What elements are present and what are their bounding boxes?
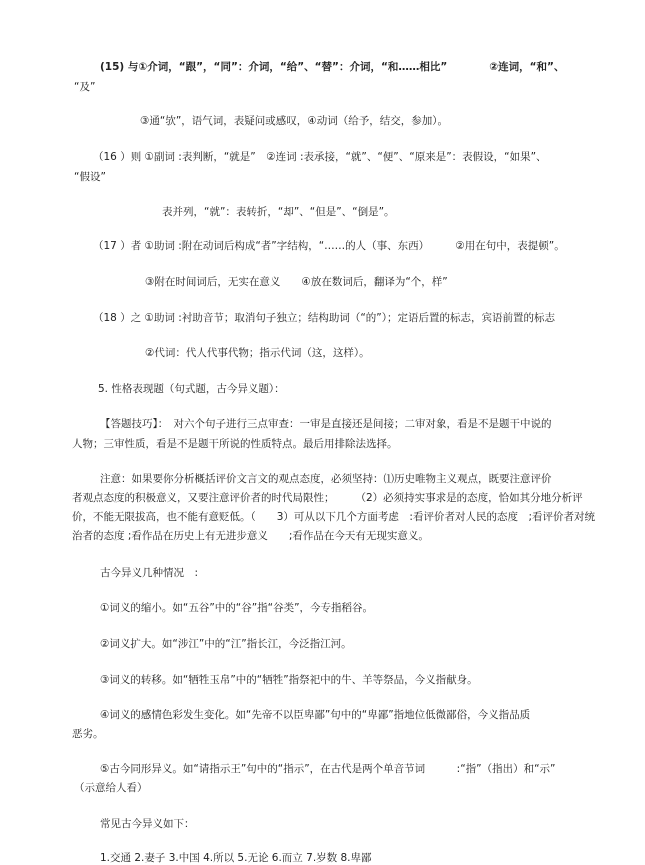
common-list: 1.交通 2.妻子 3.中国 4.所以 5.无论 6.而立 7.岁数 8.卑鄙	[100, 852, 372, 864]
gujin-item-1: ①词义的缩小。如“五谷”中的“谷”指“谷类”，今专指稻谷。	[100, 602, 374, 614]
item-18-line2: ②代词：代人代事代物；指示代词（这，这样）。	[145, 347, 370, 359]
gujin-item-3: ③词义的转移。如“牺牲玉帛”中的“牺牲”指祭祀中的牛、羊等祭品，今义指献身。	[100, 674, 478, 686]
item-16-line2: “假设”	[74, 171, 106, 183]
note-line2: 者观点态度的积极意义，又要注意评价者的时代局限性； （2）必须持实事求是的态度，恰如其分地分析评	[72, 492, 583, 504]
tip-line1: 【答题技巧】： 对六个句子进行三点审查：一审是直接还是间接；二审对象，看是不是题干中说的	[100, 418, 552, 430]
item-16-line1: （16 ）则 ①副词 :表判断，“就是” ②连词 :表承接，“就”、“便”、“原来是”：表假设，“如果”、	[93, 151, 547, 163]
item-16-line3: 表并列，“就”：表转折，“却”、“但是”、“倒是”。	[162, 206, 395, 218]
common-heading: 常见古今异义如下：	[100, 818, 195, 830]
item-18-line1: （18 ）之 ①助词 :衬助音节；取消句子独立；结构助词（“的”）；定语后置的标志，宾语前置的标志	[93, 312, 555, 324]
gujin-item-4-line2: 恶劣。	[72, 728, 104, 740]
note-line3: 价，不能无限拔高，也不能有意贬低。（ 3）可从以下几个方面考虑 :看评价者对人民的态度 ;看评价者对统	[72, 511, 596, 523]
gujin-item-2: ②词义扩大。如“涉江”中的“江”指长江，今泛指江河。	[100, 638, 352, 650]
gujin-heading: 古今异义几种情况 :	[100, 567, 199, 579]
item-17-line1: （17 ）者 ①助词 :附在动词后构成“者”字结构，“……的人（事、东西） ②用在句中，表提顿”。	[93, 240, 565, 252]
note-line4: 治者的态度 ;看作品在历史上有无进步意义 ;看作品在今天有无现实意义。	[72, 530, 429, 542]
item-15-line3: ③通“欤”，语气词，表疑问或感叹，④动词（给予，结交，参加）。	[140, 115, 448, 127]
gujin-item-5-line2: （示意给人看）	[74, 782, 148, 794]
section-5-heading: 5. 性格表现题（句式题，古今异义题）：	[98, 383, 285, 395]
gujin-item-5-line1: ⑤古今同形异义。如“请指示王”句中的“指示”，在古代是两个单音节词 :“指”（指出）和“示”	[100, 763, 556, 775]
item-15-line1: (15) 与①介词，“跟”，“同”：介词，“给”、“替”：介词，“和……相比” ②连词，“和”、	[100, 61, 565, 73]
tip-line2: 人物；三审性质，看是不是题干所说的性质特点。最后用排除法选择。	[72, 438, 398, 450]
note-line1: 注意：如果要你分析概括评价文言文的观点态度，必须坚持：⑴历史唯物主义观点，既要注意评价	[100, 473, 552, 485]
gujin-item-4-line1: ④词义的感情色彩发生变化。如“先帝不以臣卑鄙”句中的“卑鄙”指地位低微鄙俗，今义指品质	[100, 709, 531, 721]
item-15-line2: “及”	[74, 81, 96, 93]
item-17-line2: ③附在时间词后，无实在意义 ④放在数词后，翻译为“个，样”	[145, 276, 448, 288]
